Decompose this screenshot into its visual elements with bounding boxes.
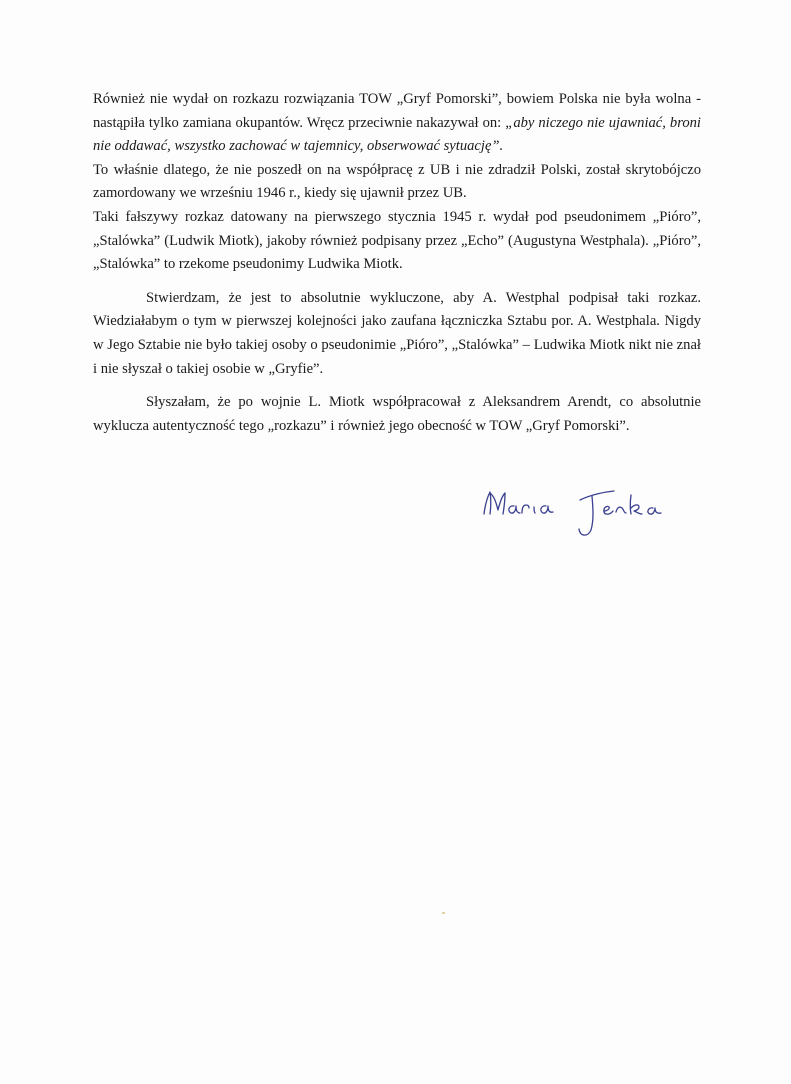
paragraph-4: Stwierdzam, że jest to absolutnie wykluczone, aby A. Westphal podpisał taki rozkaz. Wiedziałabym o tym w pierwszej kolejności jako zaufana łączniczka Sztabu por. A. Westphala. Nigdy w Jego Sztabie nie było takiej osoby o pseudonimie „Pióro”, „Stalówka” – Ludwika Miotk nikt nie znał i nie słyszał o takiej osobie w „Gryfie”. — [93, 289, 701, 377]
paragraph-5: Słyszałam, że po wojnie L. Miotk współpracował z Aleksandrem Arendt, co absolutnie wyklucza autentyczność tego „rozkazu” i również jego obecność w TOW „Gryf Pomorski”. — [93, 394, 701, 434]
paragraph-2: To właśnie dlatego, że nie poszedł on na współpracę z UB i nie zdradził Polski, został skrytobójczo zamordowany we wrześniu 1946 r., kiedy się ujawnił przez UB. — [93, 161, 701, 202]
paragraph-3: Taki fałszywy rozkaz datowany na pierwszego stycznia 1945 r. wydał pod pseudonimem „Pióro”, „Stalówka” (Ludwik Miotk), jakoby również podpisany przez „Echo” (Augustyna Westphala). „Pióro”, „Stalówka” to rzekome pseudonimy Ludwika Miotk. — [93, 208, 701, 273]
handwritten-signature — [476, 484, 692, 546]
paragraph-1 — [93, 88, 701, 159]
order-quote: „aby niczego nie ujawniać, broni nie oddawać, wszystko zachować w tajemnicy, obserwować sytuację”. — [93, 114, 701, 155]
paragraph-1-text: Również nie wydał on rozkazu rozwiązania TOW „Gryf Pomorski”, bowiem Polska nie była wolna - nastąpiła tylko zamiana okupantów. Wręcz przeciwnie nakazywał on: — [93, 91, 701, 131]
paper-speck — [442, 912, 445, 914]
document-body — [93, 88, 701, 438]
